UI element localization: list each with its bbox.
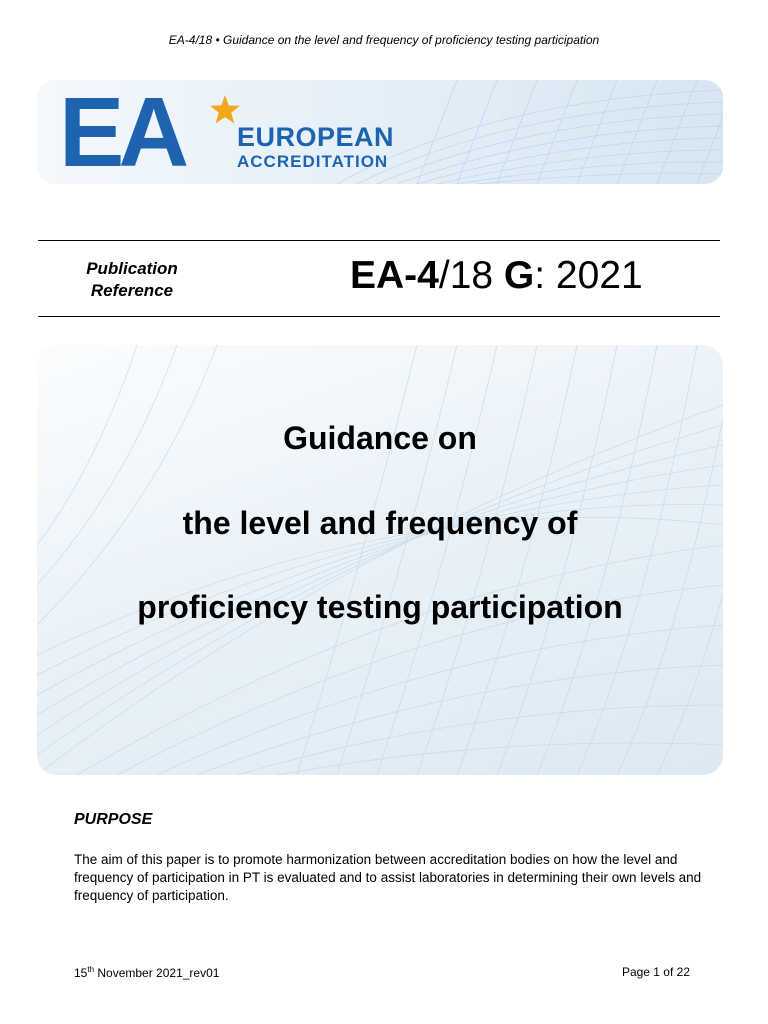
footer-date (74, 965, 219, 980)
title-grid-pattern (37, 345, 723, 775)
purpose-heading: PURPOSE (74, 811, 153, 828)
footer-date-suffix: th (87, 965, 95, 974)
document-id (350, 254, 643, 298)
ea-logo-mark (59, 94, 229, 172)
footer-date-day: 15 (74, 966, 88, 980)
title-line-2: the level and frequency of (182, 505, 578, 541)
footer-date-rest: November 2021_rev01 (94, 966, 220, 980)
docid-g: G (503, 254, 535, 297)
bottom-divider (38, 316, 720, 317)
top-divider (38, 240, 720, 241)
docid-ea: EA-4 (350, 254, 439, 297)
docid-num: /18 (438, 254, 504, 297)
title-line-1: Guidance on (283, 420, 477, 456)
pubref-line2: Reference (90, 281, 174, 300)
logo-banner (37, 80, 723, 184)
running-header: EA-4/18 • Guidance on the level and frequency of proficiency testing participation (168, 33, 600, 47)
svg-text:EA: EA (59, 94, 184, 172)
title-panel (37, 345, 723, 775)
logo-wordmark (237, 124, 394, 170)
pubref-line1: Publication (86, 259, 178, 278)
logo-line-accreditation: ACCREDITATION (237, 152, 389, 171)
logo-line-european: EUROPEAN (237, 122, 395, 152)
title-line-3: proficiency testing participation (137, 589, 623, 625)
publication-reference-label (62, 258, 202, 302)
footer-page-number: Page 1 of 22 (621, 965, 690, 979)
docid-year: : 2021 (534, 254, 643, 297)
purpose-text: The aim of this paper is to promote harmonization between accreditation bodies on how the level and frequency of participation in PT is evaluated and to assist laboratories in determining their own levels and frequency of participation. (74, 852, 702, 903)
